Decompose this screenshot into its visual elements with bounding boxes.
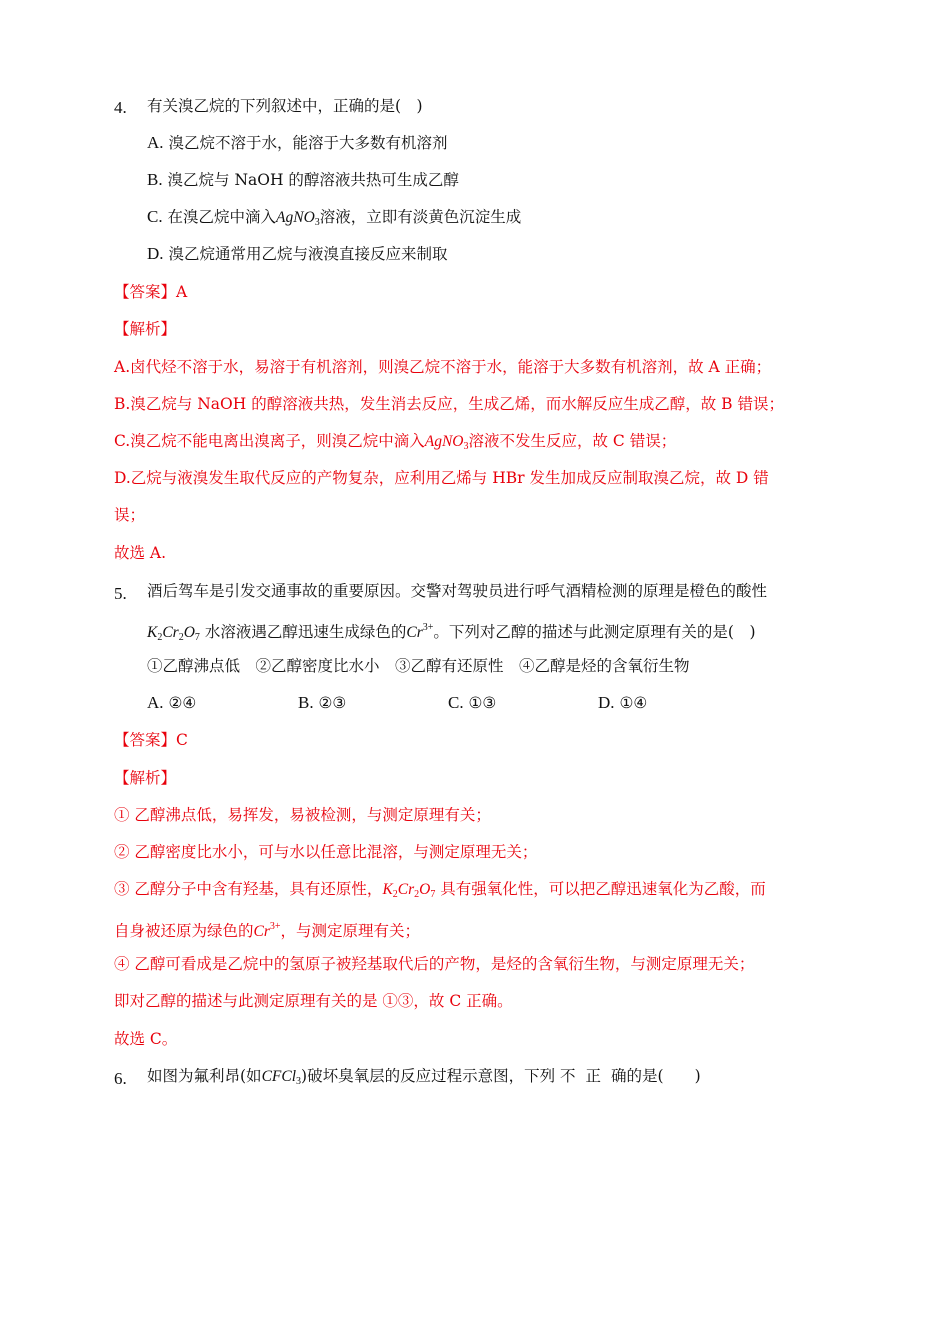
q4-number: 4. [114, 98, 127, 117]
q4-option-b [147, 169, 459, 191]
q6-number: 6. [114, 1069, 127, 1088]
q5-analysis-title: 【解析】 [114, 769, 177, 787]
q4-stem: 有关溴乙烷的下列叙述中，正确的是( ) [147, 97, 423, 115]
q5-analysis-2: ② 乙醇密度比水小，可与水以任意比混溶，与测定原理无关； [114, 843, 538, 861]
q5-option-d: D. ①④ [598, 693, 648, 712]
q4-option-d-text: 溴乙烷通常用乙烷与液溴直接反应来制取 [168, 245, 448, 263]
q5-statements: ①乙醇沸点低 ②乙醇密度比水小 ③乙醇有还原性 ④乙醇是烃的含氧衍生物 [147, 657, 690, 675]
q4-option-b-text: 溴乙烷与 NaOH 的醇溶液共热可生成乙醇 [167, 171, 459, 189]
q5-stem-line1: 酒后驾车是引发交通事故的重要原因。交警对驾驶员进行呼气酒精检测的原理是橙色的酸性 [147, 582, 768, 600]
q4-analysis-a: A.卤代烃不溶于水，易溶于有机溶剂，则溴乙烷不溶于水，能溶于大多数有机溶剂，故 A 正确； [114, 358, 772, 376]
q4-option-a-label: A. [147, 133, 164, 152]
q4-option-a-text: 溴乙烷不溶于水，能溶于大多数有机溶剂 [168, 134, 448, 152]
q5-analysis-1: ① 乙醇沸点低，易挥发，易被检测，与测定原理有关； [114, 806, 491, 824]
q4-option-c-post: 溶液，立即有淡黄色沉淀生成 [319, 208, 522, 226]
q4-conclusion: 故选 A. [114, 544, 167, 562]
q5-conclusion: 故选 C。 [114, 1030, 178, 1048]
q4-analysis-c: C.溴乙烷不能电离出溴离子，则溴乙烷中滴入AgNO$_3$溶液不发生反应，故 C 错误； [114, 432, 677, 452]
q5-option-a: A. ②④ [147, 693, 197, 712]
q6-stem: 如图为氟利昂(如CFCl$_3$)破坏臭氧层的反应过程示意图，下列 不正确的是( ) [147, 1067, 701, 1087]
q4-analysis-b: B.溴乙烷与 NaOH 的醇溶液共热，发生消去反应，生成乙烯，而水解反应生成乙醇，故 B 错误； [114, 395, 784, 413]
q6-formula-cfcl3: CFCl$_3$ [261, 1068, 302, 1087]
q5-option-c: C. ①③ [448, 693, 497, 712]
q4-option-a [147, 132, 447, 154]
q5-analysis-summary: 即对乙醇的描述与此测定原理有关的是 ①③，故 C 正确。 [114, 992, 513, 1010]
q4-analysis-d-line2: 误； [114, 506, 146, 524]
q5-analysis-4: ④ 乙醇可看成是乙烷中的氢原子被羟基取代后的产物，是烃的含氧衍生物，与测定原理无关； [114, 955, 755, 973]
q4-option-c-pre: 在溴乙烷中滴入 [167, 208, 277, 226]
q5-formula-cr3: $Cr^{3+}$ [406, 622, 434, 641]
q4-option-c-formula: AgNO$_3$ [276, 209, 320, 228]
q4-analysis-title: 【解析】 [114, 320, 177, 338]
q4-option-b-label: B. [147, 170, 163, 189]
q5-stem-line2: $K_2Cr_2O_7$ 水溶液遇乙醇迅速生成绿色的$Cr^{3+}$。下列对乙醇的描述与此测定原理有关的是( ) [147, 622, 756, 643]
q4-analysis-d-line1: D.乙烷与液溴发生取代反应的产物复杂，应利用乙烯与 HBr 发生加成反应制取溴乙烷，故 D 错 [114, 469, 769, 487]
q4-option-d-label: D. [147, 244, 164, 263]
q5-number: 5. [114, 584, 127, 603]
q4-option-c-label: C. [147, 207, 163, 226]
q4-option-d [147, 243, 447, 265]
q4-option-c [147, 206, 521, 234]
q5-analysis-3-line1: ③ 乙醇分子中含有羟基，具有还原性，$K_2Cr_2O_7$ 具有强氧化性，可以把乙醇迅速氧化为乙酸，而 [114, 880, 766, 900]
q5-formula-k2cr2o7: $K_2Cr_2O_7$ [147, 624, 200, 643]
q5-analysis-3-line2: 自身被还原为绿色的$Cr^{3+}$，与测定原理有关； [114, 921, 421, 940]
q5-option-b: B. ②③ [298, 693, 347, 712]
q4-answer: 【答案】A [114, 283, 188, 301]
q5-answer: 【答案】C [114, 731, 188, 749]
